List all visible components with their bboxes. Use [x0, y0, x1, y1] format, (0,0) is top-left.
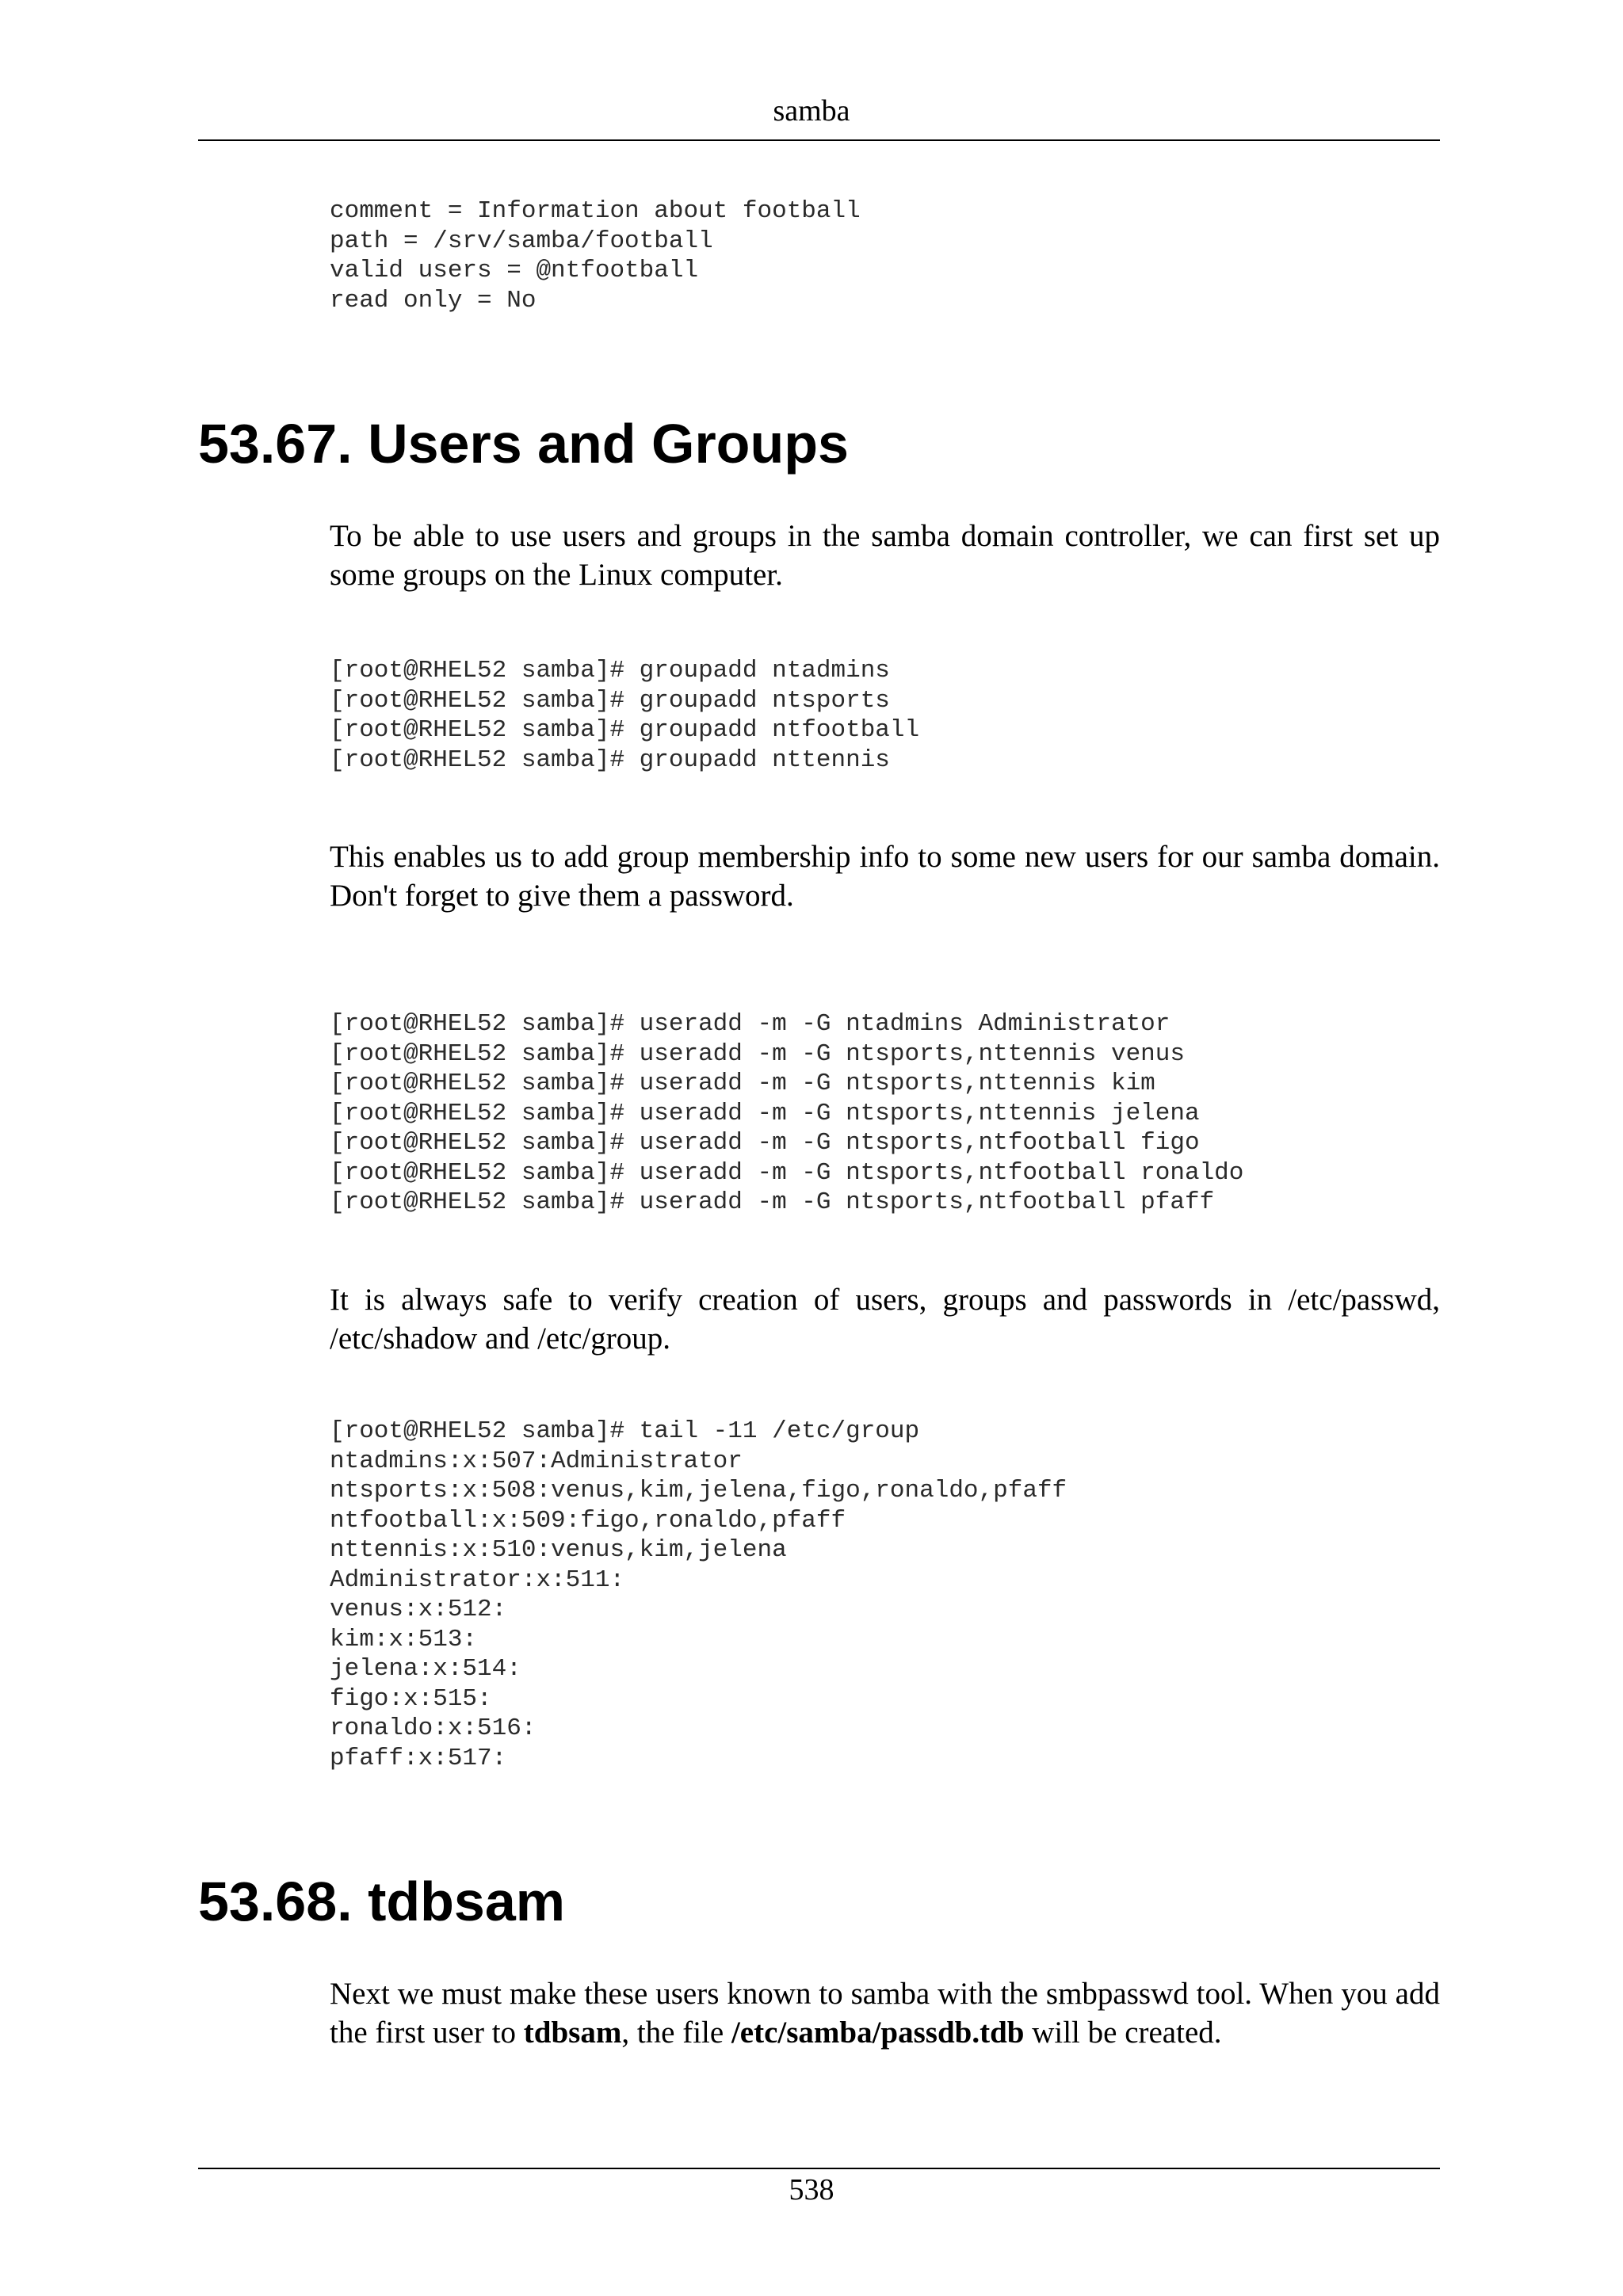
code-line: ronaldo:x:516:: [330, 1714, 537, 1742]
code-line: [root@RHEL52 samba]# tail -11 /etc/group: [330, 1417, 920, 1445]
code-line: path = /srv/samba/football: [330, 227, 713, 255]
code-block-useradd: [330, 1009, 1243, 1218]
section-heading-tdbsam: 53.68. tdbsam: [198, 1871, 565, 1932]
code-line: jelena:x:514:: [330, 1655, 521, 1683]
code-line: comment = Information about football: [330, 197, 861, 225]
header-rule: [198, 139, 1440, 141]
running-header: samba: [773, 94, 850, 128]
code-line: nttennis:x:510:venus,kim,jelena: [330, 1536, 787, 1564]
code-line: ntsports:x:508:venus,kim,jelena,figo,ronaldo,pfaff: [330, 1477, 1067, 1505]
code-line: [root@RHEL52 samba]# useradd -m -G ntadmins Administrator: [330, 1010, 1170, 1038]
tdbsam-term: tdbsam: [523, 2016, 622, 2050]
paragraph-tdbsam: [330, 1974, 1440, 2052]
page-number: 538: [789, 2173, 834, 2206]
code-line: [root@RHEL52 samba]# groupadd ntfootball: [330, 716, 920, 744]
code-line: [root@RHEL52 samba]# groupadd ntadmins: [330, 657, 890, 685]
code-block-groupadd: [330, 656, 919, 775]
code-line: [root@RHEL52 samba]# groupadd nttennis: [330, 746, 890, 774]
code-line: [root@RHEL52 samba]# useradd -m -G ntsports,nttennis venus: [330, 1039, 1185, 1068]
paragraph-membership: This enables us to add group membership info to some new users for our samba domain. Don't forget to give them a password.: [330, 840, 1440, 913]
passdb-path: /etc/samba/passdb.tdb: [731, 2016, 1025, 2050]
tdbsam-text-2: , the file: [621, 2016, 731, 2050]
section-heading-users-groups: 53.67. Users and Groups: [198, 413, 849, 475]
code-line: Administrator:x:511:: [330, 1566, 625, 1594]
paragraph-intro: To be able to use users and groups in the samba domain controller, we can first set up some groups on the Linux computer.: [330, 519, 1440, 592]
code-block-share-config: [330, 196, 861, 315]
code-block-tail-group: [330, 1417, 1067, 1773]
code-line: figo:x:515:: [330, 1684, 492, 1713]
code-line: ntadmins:x:507:Administrator: [330, 1447, 743, 1475]
code-line: [root@RHEL52 samba]# groupadd ntsports: [330, 686, 890, 715]
tdbsam-text-3: will be created.: [1024, 2016, 1222, 2050]
code-line: [root@RHEL52 samba]# useradd -m -G ntsports,nttennis jelena: [330, 1099, 1200, 1127]
code-line: [root@RHEL52 samba]# useradd -m -G ntsports,ntfootball pfaff: [330, 1188, 1215, 1216]
footer-rule: [198, 2168, 1440, 2169]
paragraph-verify: It is always safe to verify creation of users, groups and passwords in /etc/passwd, /etc/shadow and /etc/group.: [330, 1283, 1440, 1356]
code-line: read only = No: [330, 286, 537, 315]
code-line: ntfootball:x:509:figo,ronaldo,pfaff: [330, 1506, 846, 1535]
code-line: valid users = @ntfootball: [330, 257, 699, 284]
code-line: venus:x:512:: [330, 1596, 507, 1623]
code-line: kim:x:513:: [330, 1625, 478, 1653]
code-line: [root@RHEL52 samba]# useradd -m -G ntsports,ntfootball figo: [330, 1129, 1200, 1157]
tdbsam-text-1: Next we must make these users known to samba with the smbpasswd tool. When you add the first user to: [330, 1977, 1440, 2050]
code-line: [root@RHEL52 samba]# useradd -m -G ntsports,nttennis kim: [330, 1070, 1155, 1097]
code-line: [root@RHEL52 samba]# useradd -m -G ntsports,ntfootball ronaldo: [330, 1158, 1244, 1187]
code-line: pfaff:x:517:: [330, 1744, 507, 1772]
